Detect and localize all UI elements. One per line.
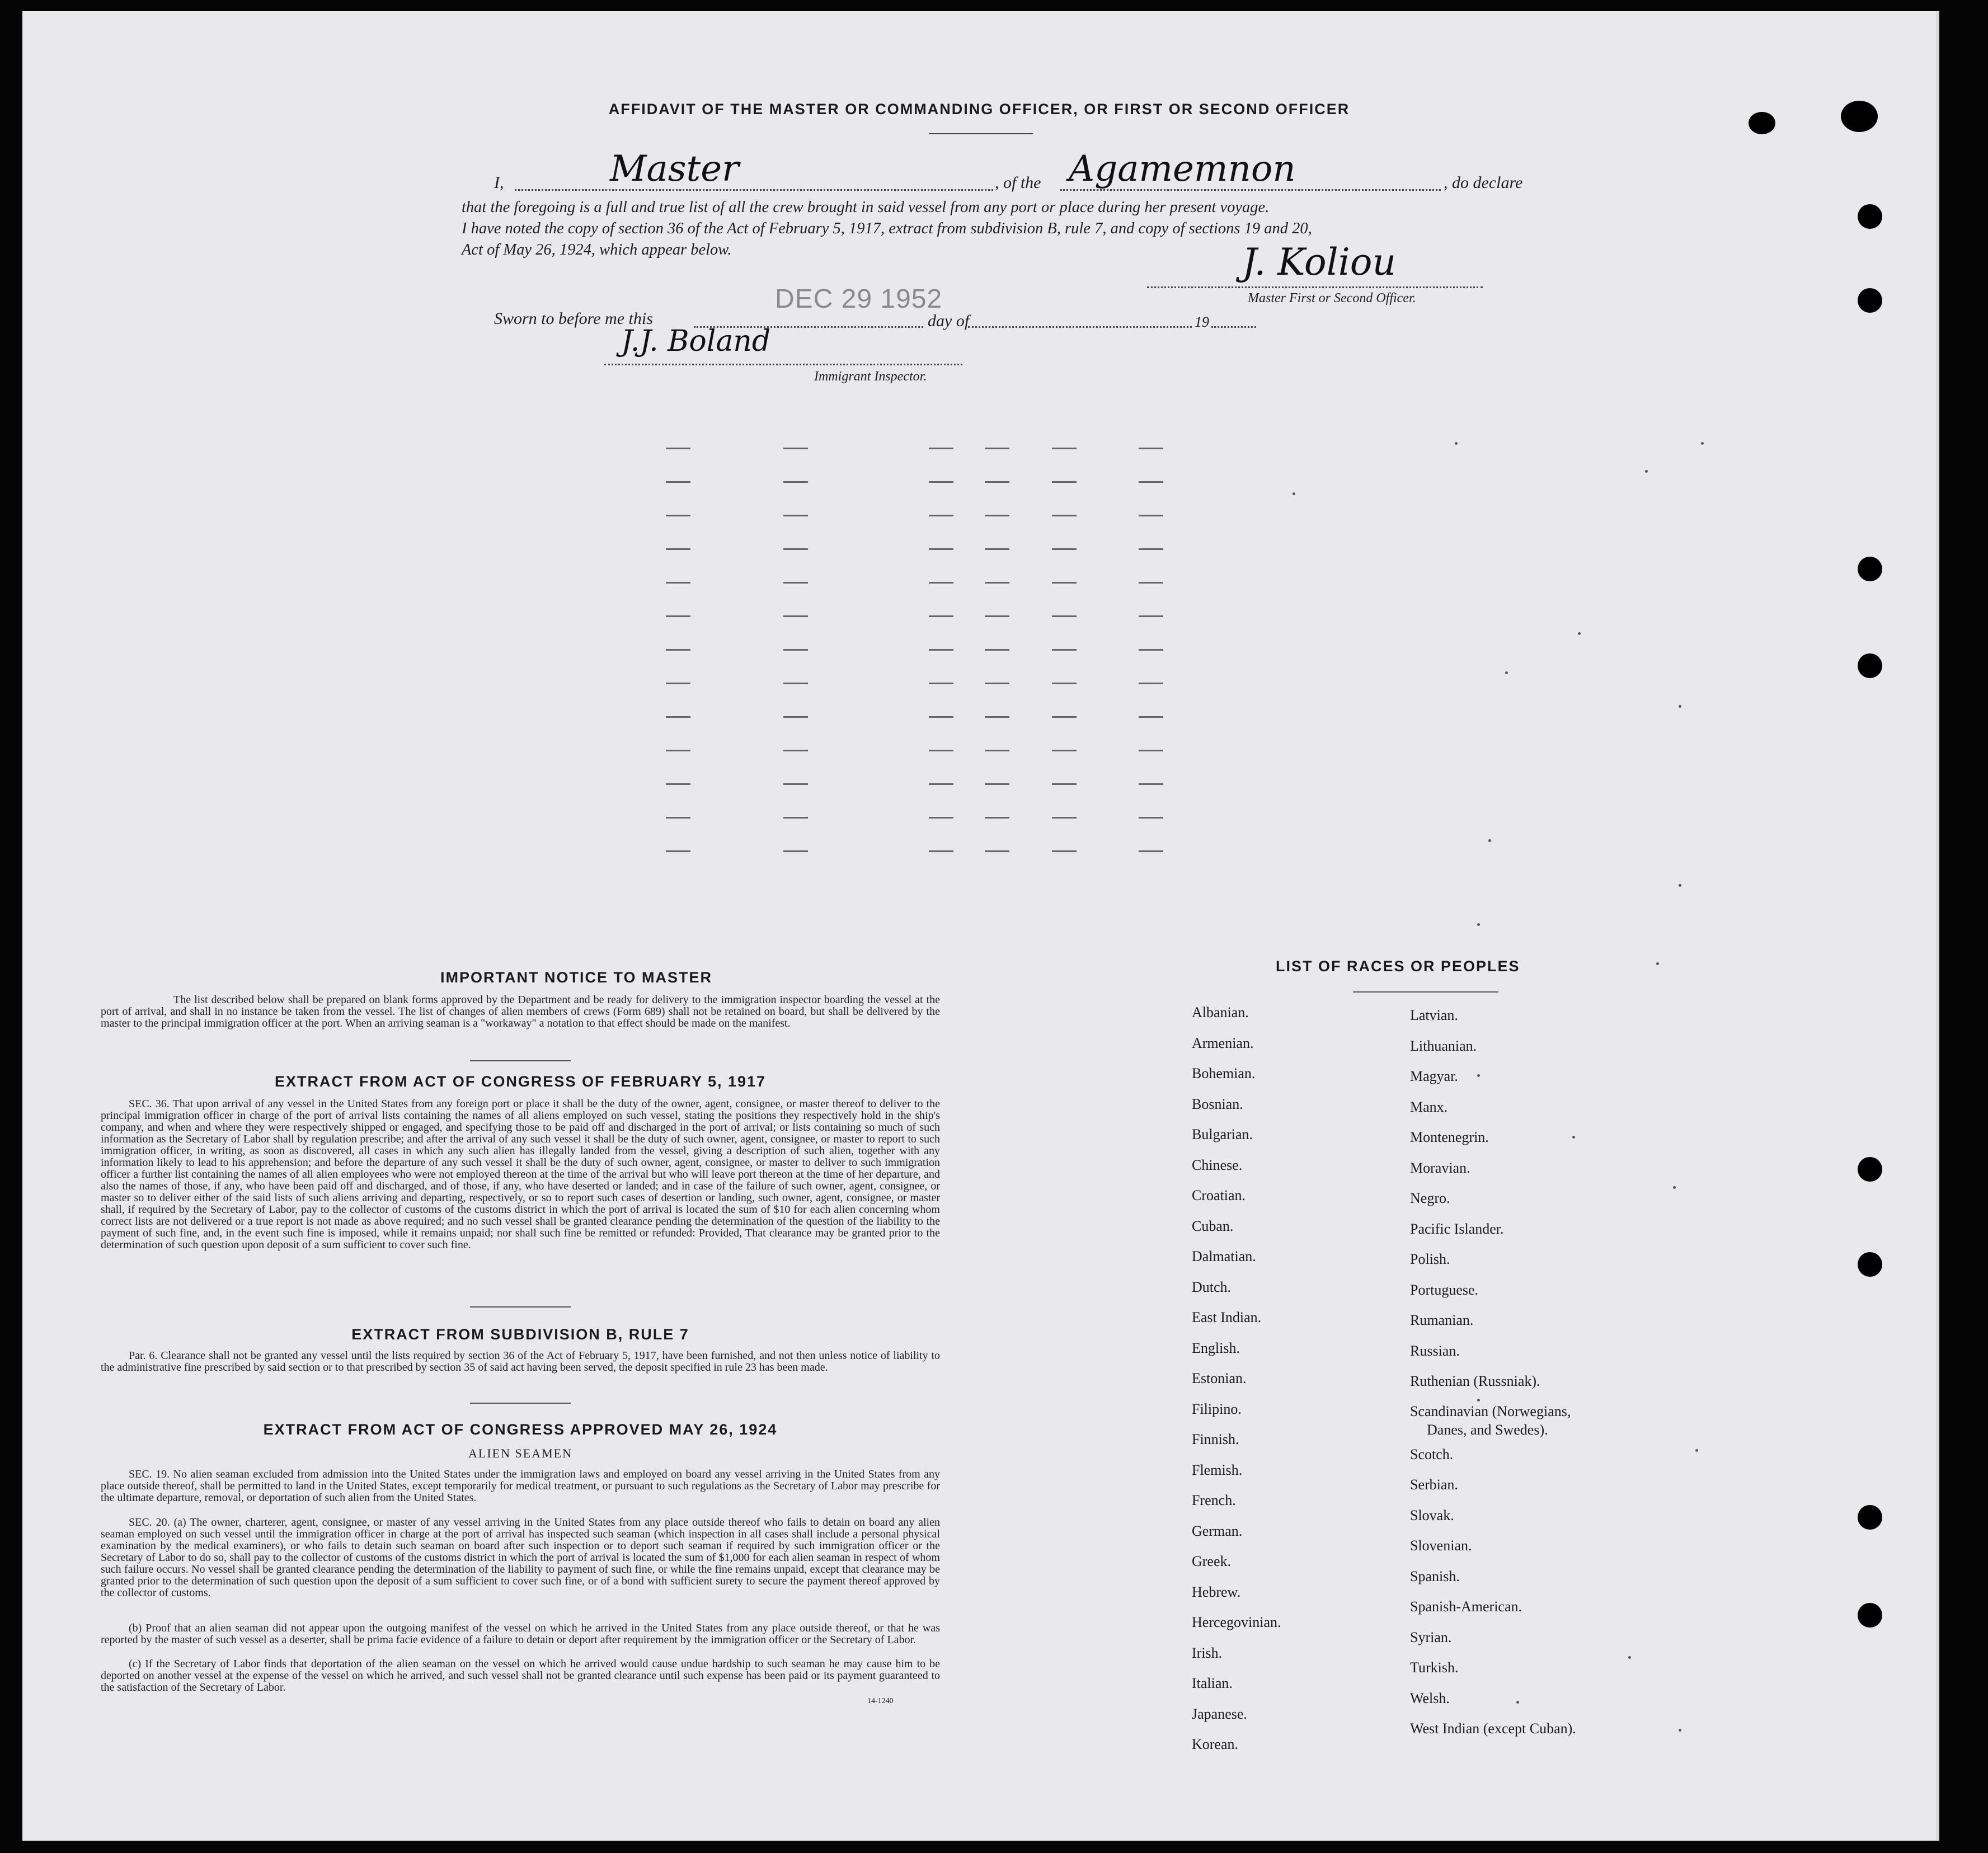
race-item: Croatian. [1192,1187,1246,1203]
sworn-month-line [968,326,1192,328]
binder-hole [1858,1505,1882,1530]
notice-body: The list described below shall be prepared on blank forms approved by the Department and be ready for delivery to the immigration inspector boarding the vessel at the port of arrival, and shall in no instance be taken from the vessel. The list of changes of alien members of crews (Form 689) shall not be retained on board, but shall be delivered by the master to the principal immigration officer at the port. When an arriving seaman is a "workaway" a notation to that effect should be made on the manifest. [101,994,940,1029]
bleed-dot [1455,442,1458,445]
manifest-page [22,11,1939,1841]
bleed-dot [1679,705,1681,708]
bleed-dash [985,582,1009,584]
races-column-2 [1410,1000,1576,1744]
bleed-dot [1645,470,1648,473]
race-item: Dalmatian. [1192,1248,1256,1264]
extract-1917-body: SEC. 36. That upon arrival of any vessel in the United States from any foreign port or place it shall be the duty of the owner, agent, consignee, or master thereof to deliver to the principal immigration officer in charge of the port of arrival lists containing the names of all aliens employed on such vessel, stating the positions they respectively hold in the ship's company, and when and where they were respectively shipped or engaged, and specifying those to be paid off and discharged in the port of arrival; or lists containing so much of such information as the Secretary of Labor shall by regulation prescribe; and after the arrival of any such vessel it shall be the duty of such owner, agent, consignee, or master to report to such immigration officer, in writing, as soon as discovered, all cases in which any such alien has illegally landed from the vessel, giving a description of such alien, together with any information likely to lead to his apprehension; and before the departure of any such vessel it shall be the duty of such owner, agent, consignee, or master to deliver to such immigration officer a further list containing the names of all alien employees who were not employed thereon at the time of the arrival but who will leave port thereon at the time of her departure, and also the names of those, if any, who have been paid off and discharged, and of those, if any, who have deserted or landed; and in case of the failure of such owner, agent, consignee, or master so to deliver either of the said lists of such aliens arriving and departing, respectively, or so to report such cases of desertion or landing, such owner, agent, consignee, or master shall, if required by the Secretary of Labor, pay to the collector of customs of the customs district in which the port of arrival is located the sum of $10 for each alien concerning whom correct lists are not delivered or a true report is not made as above required; and no such vessel shall be granted clearance pending the determination of the question of the liability to the payment of such fine, and, in the event such fine is imposed, while it remains unpaid; nor shall such fine be remitted or refunded: Provided, That clearance may be granted prior to the determination of such question upon deposit of a sum sufficient to cover such fine. [101,1098,940,1251]
bleed-dash [1139,481,1163,483]
sec-20b-body: (b) Proof that an alien seaman did not appear upon the outgoing manifest of the vessel on which he arrived in the United States from any place outside thereof, or that he was reported by the master of such vessel as a deserter, shall be prima facie evidence of a failure to detain or deport after requirement by the immigration officer or the Secretary of Labor. [101,1622,940,1646]
bleed-dot [1477,923,1480,926]
bleed-dash [783,548,808,550]
race-item: Portuguese. [1410,1281,1479,1298]
bleed-dash [985,850,1009,852]
bleed-dash [1052,481,1077,483]
bleed-dash [985,649,1009,651]
notice-title: IMPORTANT NOTICE TO MASTER [440,969,712,986]
bleed-dash [783,850,808,852]
race-item: Moravian. [1410,1159,1470,1176]
race-item: Finnish. [1192,1431,1239,1447]
master-signature-line [1147,286,1483,288]
subdivision-body: Par. 6. Clearance shall not be granted any vessel until the lists required by section 36 of the Act of February 5, 1917, have been furnished, and not then unless notice of liability to the administrative fine prescribed by said section or to that prescribed by section 35 of said act having been served, the deposit specified in rule 23 has been made. [101,1349,940,1374]
extract-1917-title: EXTRACT FROM ACT OF CONGRESS OF FEBRUARY 5, 1917 [274,1073,767,1090]
declare-label: , do declare [1444,173,1523,192]
bleed-dash [666,716,690,718]
bleed-dash [1052,548,1077,550]
master-name-line [515,189,993,191]
race-item: Dutch. [1192,1278,1232,1295]
bleed-dash [666,817,690,819]
bleed-dash [1052,783,1077,785]
binder-hole [1858,557,1882,581]
bleed-dash [985,481,1009,483]
race-item: Danes, and Swedes). [1427,1421,1548,1438]
bleed-dash [1052,817,1077,819]
bleed-dash [666,481,690,483]
bleed-dash [929,515,953,516]
bleed-dash [1139,850,1163,852]
bleed-dash [1139,750,1163,751]
inspector-signature-line [604,364,962,365]
bleed-dash [1052,448,1077,449]
race-item: East Indian. [1192,1309,1262,1325]
race-item: Chinese. [1192,1156,1243,1173]
bleed-dash [985,783,1009,785]
affidavit-title: AFFIDAVIT OF THE MASTER OR COMMANDING OFFICER, OR FIRST OR SECOND OFFICER [608,101,1350,117]
bleed-dash [929,582,953,584]
title-rule [929,133,1033,134]
race-item: Magyar. [1410,1068,1458,1084]
bleed-dash [929,716,953,718]
race-item: Irish. [1192,1644,1223,1661]
races-column-1 [1192,998,1281,1760]
sec-20c-body: (c) If the Secretary of Labor finds that deportation of the alien seaman on the vessel on which he arrived would cause undue hardship to such seaman he may cause him to be deported on another vessel at the expense of the vessel on which he arrived, and such vessel shall not be granted clearance until such expense has been paid or its payment guaranteed to the satisfaction of the Secretary of Labor. [101,1658,940,1694]
race-item: Rumanian. [1410,1312,1474,1328]
bleed-dash [985,548,1009,550]
bleed-dash [985,615,1009,617]
bleed-dash [783,817,808,819]
extract-1924-subtitle: ALIEN SEAMEN [468,1446,572,1460]
form-number: 14-1240 [867,1697,894,1705]
bleed-dash [1139,515,1163,516]
race-item: Turkish. [1410,1659,1459,1676]
bleed-dash [985,750,1009,751]
race-item: Ruthenian (Russniak). [1410,1373,1540,1389]
binder-hole [1858,1603,1882,1628]
bleed-dash [783,783,808,785]
bleed-dash [985,716,1009,718]
bleed-dash [929,615,953,617]
bleed-dash [929,750,953,751]
sworn-year-line [1211,326,1256,328]
race-item: Serbian. [1410,1476,1458,1493]
race-item: Estonian. [1192,1370,1247,1386]
date-stamp: DEC 29 1952 [775,284,943,314]
bleed-dash [1139,548,1163,550]
bleed-dash [666,448,690,449]
bleed-dash [929,649,953,651]
bleed-dash [985,515,1009,516]
binder-hole [1858,653,1882,678]
race-item: Negro. [1410,1190,1450,1206]
binder-hole [1858,1157,1882,1182]
bleed-dash [1052,750,1077,751]
race-item: Slovenian. [1410,1537,1472,1554]
master-name-field[interactable]: Master [610,148,739,190]
bleed-dot [1578,632,1581,635]
bleed-dash [783,481,808,483]
binder-hole [1858,288,1882,313]
day-of-label: day of [928,312,970,330]
race-item: Armenian. [1192,1034,1254,1051]
bleed-dash [666,783,690,785]
section-rule [470,1403,571,1404]
bleed-dot [1505,671,1508,674]
bleed-dash [783,649,808,651]
race-item: Hercegovinian. [1192,1614,1281,1630]
bleed-dash [666,750,690,751]
bleed-dash [985,448,1009,449]
bleed-dash [666,515,690,516]
bleed-dash [783,582,808,584]
race-item: Scandinavian (Norwegians, [1410,1403,1571,1419]
races-title-rule [1353,991,1498,993]
subdivision-title: EXTRACT FROM SUBDIVISION B, RULE 7 [351,1326,689,1343]
race-item: French. [1192,1492,1236,1508]
bleed-dash [929,850,953,852]
race-item: Welsh. [1410,1690,1450,1706]
bleed-dash [929,448,953,449]
bleed-dash [1139,783,1163,785]
year-label: 19 [1195,314,1209,330]
bleed-dot [1679,1729,1681,1732]
bleed-dash [666,548,690,550]
race-item: Bohemian. [1192,1065,1256,1081]
bleed-dot [1701,442,1704,445]
race-item: English. [1192,1339,1240,1356]
bleed-dot [1488,839,1491,842]
sec-19-body: SEC. 19. No alien seaman excluded from admission into the United States under the immigration laws and employed on board any vessel arriving in the United States from any place outside thereof, shall be permitted to land in the United States, except temporarily for medical treatment, or pursuant to such regulations as the Secretary of Labor may prescribe for the ultimate departure, removal, or deportation of such alien from the United States. [101,1468,940,1504]
race-item: German. [1192,1522,1243,1539]
statement-line-1: that the foregoing is a full and true list of all the crew brought in said vessel from any port or place during her present voyage. [462,199,1270,216]
bleed-dash [666,850,690,852]
inspector-caption: Immigrant Inspector. [814,369,927,384]
bleed-dash [985,683,1009,684]
statement-line-2: I have noted the copy of section 36 of the Act of February 5, 1917, extract from subdivision B, rule 7, and copy of sections 19 and 20, [462,220,1312,237]
race-item: Italian. [1192,1675,1233,1691]
bleed-dot [1293,492,1295,495]
bleed-dash [1139,649,1163,651]
bleed-dot [1679,884,1681,887]
bleed-dash [929,817,953,819]
race-item: Korean. [1192,1736,1239,1752]
bleed-dash [1052,850,1077,852]
bleed-dash [783,448,808,449]
race-item: Lithuanian. [1410,1037,1477,1054]
race-item: Greek. [1192,1553,1232,1569]
of-the-label: , of the [995,173,1041,192]
statement-line-3: Act of May 26, 1924, which appear below. [462,241,732,258]
race-item: Albanian. [1192,1004,1249,1020]
binder-hole [1858,204,1882,229]
bleed-dash [985,817,1009,819]
bleed-dash [1139,683,1163,684]
sworn-label: Sworn to before me this [494,309,653,328]
race-item: Bulgarian. [1192,1126,1253,1142]
race-item: Manx. [1410,1098,1448,1115]
bleed-dash [783,683,808,684]
bleed-dot [1656,962,1659,965]
bleed-dash [929,481,953,483]
race-item: Polish. [1410,1251,1450,1267]
inspector-signature: J.J. Boland [621,324,771,358]
race-item: West Indian (except Cuban). [1410,1720,1576,1737]
master-caption: Master First or Second Officer. [1248,291,1416,305]
bleed-dot [1628,1656,1631,1659]
bleed-dash [1139,615,1163,617]
bleed-dash [929,683,953,684]
bleed-dash [783,750,808,751]
bleed-dash [1052,716,1077,718]
bleed-dash [1052,649,1077,651]
bleed-dot [1695,1449,1698,1452]
race-item: Syrian. [1410,1629,1452,1645]
races-title: LIST OF RACES OR PEOPLES [1276,958,1520,975]
race-item: Spanish-American. [1410,1598,1522,1615]
race-item: Filipino. [1192,1400,1242,1417]
bleed-dot [1673,1186,1676,1189]
i-label: I, [494,173,504,192]
bleed-dash [666,615,690,617]
bleed-dash [929,548,953,550]
race-item: Latvian. [1410,1007,1458,1023]
bleed-dash [1052,582,1077,584]
bleed-dash [783,716,808,718]
bleed-dash [1139,582,1163,584]
section-rule [470,1306,571,1308]
race-item: Japanese. [1192,1705,1247,1722]
race-item: Spanish. [1410,1568,1460,1584]
bleed-dash [1139,817,1163,819]
bleed-dash [666,582,690,584]
section-rule [470,1060,571,1061]
binder-hole [1858,1252,1882,1277]
bleed-dash [666,683,690,684]
race-item: Slovak. [1410,1507,1454,1523]
race-item: Russian. [1410,1342,1460,1359]
race-item: Cuban. [1192,1217,1234,1234]
bleed-dash [929,783,953,785]
bleed-dash [1139,716,1163,718]
bleed-dash [1139,448,1163,449]
race-item: Hebrew. [1192,1583,1241,1600]
sec-20a-body: SEC. 20. (a) The owner, charterer, agent, consignee, or master of any vessel arriving in the United States from any place outside thereof who fails to detain on board any alien seaman employed on such vessel until the immigration officer in charge at the port of arrival has inspected such seaman (which inspection in all cases shall include a personal physical examination by the medical examiners), or who fails to detain such seaman on board after such inspection or to deport such seaman if required by such immigration officer or the Secretary of Labor to do so, shall pay to the collector of customs of the customs district in which the port of arrival is located the sum of $1,000 for each alien seaman in respect of whom such failure occurs. No vessel shall be granted clearance pending the determination of the liability to payment of such fine, or while the fine remains unpaid, except that clearance may be granted prior to the determination of such question upon the deposit of a sum sufficient to cover such fine, or of a bond with sufficient surety to secure the payment thereof approved by the collector of customs. [101,1516,940,1599]
bleed-dash [1052,615,1077,617]
race-item: Scotch. [1410,1446,1454,1462]
bleed-dash [1052,515,1077,516]
master-signature: J. Koliou [1242,241,1397,284]
race-item: Flemish. [1192,1461,1243,1478]
vessel-name-field[interactable]: Agamemnon [1069,148,1296,190]
extract-1924-title: EXTRACT FROM ACT OF CONGRESS APPROVED MAY 26, 1924 [263,1421,778,1438]
race-item: Bosnian. [1192,1095,1243,1112]
bleed-dash [783,515,808,516]
bleed-dash [1052,683,1077,684]
race-item: Pacific Islander. [1410,1220,1504,1237]
race-item: Montenegrin. [1410,1129,1489,1145]
bleed-dash [666,649,690,651]
bleed-dash [783,615,808,617]
